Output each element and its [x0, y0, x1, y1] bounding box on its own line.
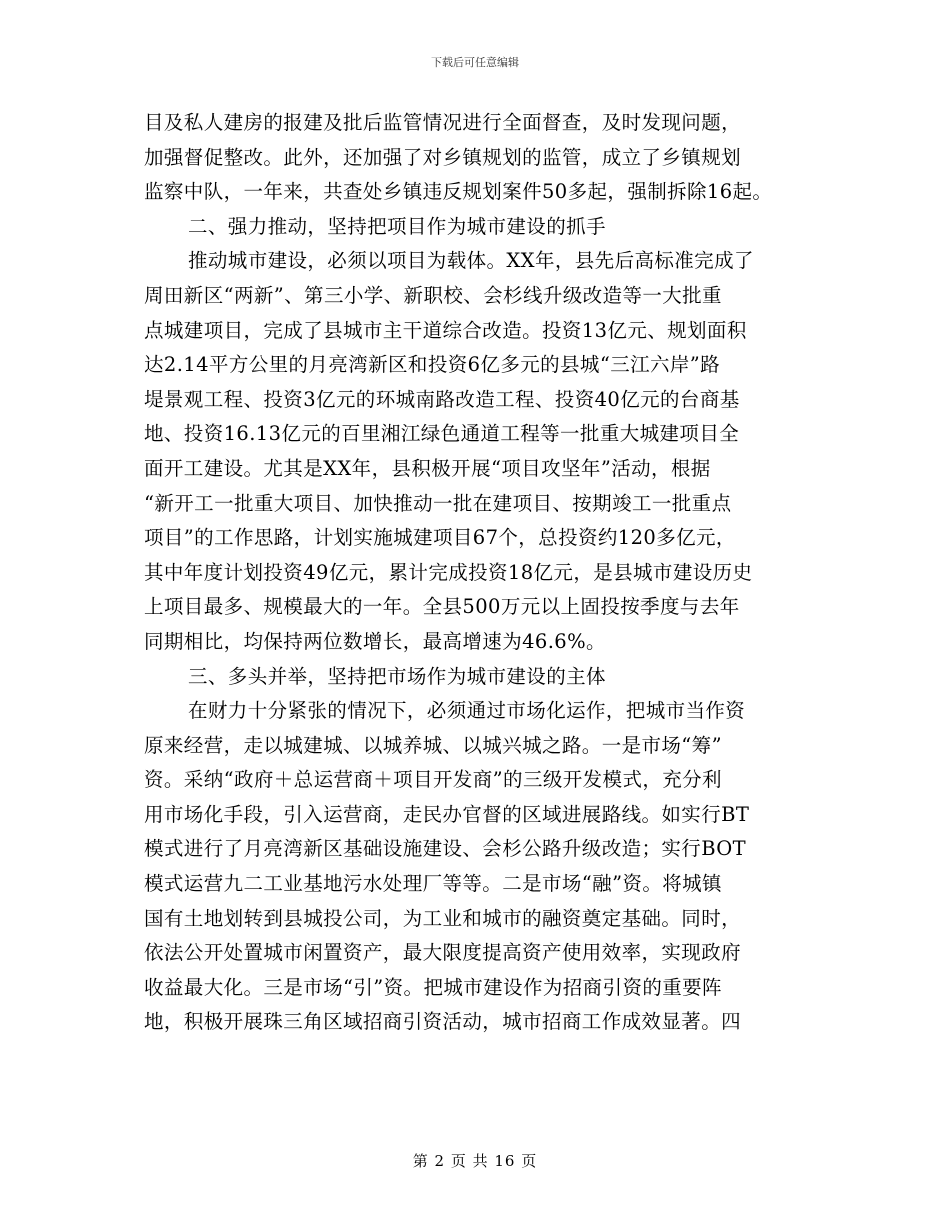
- text-line: 地、投资16.13亿元的百里湘江绿色通道工程等一批重大城建项目全: [144, 422, 740, 446]
- text-line: 加强督促整改。此外，还加强了对乡镇规划的监管，成立了乡镇规划: [144, 145, 742, 169]
- text-line: 在财力十分紧张的情况下，必须通过市场化运作，把城市当作资: [188, 699, 746, 723]
- text-line: 收益最大化。三是市场“引”资。把城市建设作为招商引资的重要阵: [144, 975, 722, 999]
- text-line: 项目”的工作思路，计划实施城建项目67个，总投资约120多亿元，: [144, 526, 736, 550]
- document-body: [144, 106, 834, 1040]
- text-line: 地，积极开展珠三角区域招商引资活动，城市招商工作成效显著。四: [144, 1010, 742, 1034]
- text-line: 周田新区“两新”、第三小学、新职校、会杉线升级改造等一大批重: [144, 283, 722, 307]
- page-header: 下载后可任意编辑: [431, 56, 519, 69]
- text-line: “新开工一批重大项目、加快推动一批在建项目、按期竣工一批重点: [144, 491, 732, 515]
- text-line: 同期相比，均保持两位数增长，最高增速为46.6%。: [144, 629, 606, 653]
- text-line: 面开工建设。尤其是XX年，县积极开展“项目攻坚年”活动，根据: [144, 456, 711, 480]
- text-line: 模式运营九二工业基地污水处理厂等等。二是市场“融”资。将城镇: [144, 872, 722, 896]
- text-line: 国有土地划转到县城投公司，为工业和城市的融资奠定基础。同时，: [144, 906, 742, 930]
- page-footer: 第 2 页 共 16 页: [412, 1152, 538, 1170]
- text-line: 达2.14平方公里的月亮湾新区和投资6亿多元的县城“三江六岸”路: [144, 353, 721, 377]
- text-line: 其中年度计划投资49亿元，累计完成投资18亿元，是县城市建设历史: [144, 560, 753, 584]
- text-line: 监察中队，一年来，共查处乡镇违反规划案件50多起，强制拆除16起。: [144, 180, 773, 204]
- text-line: 目及私人建房的报建及批后监管情况进行全面督查，及时发现问题，: [144, 111, 742, 134]
- text-line: 点城建项目，完成了县城市主干道综合改造。投资13亿元、规划面积: [144, 318, 747, 342]
- section-heading: 三、多头并举，坚持把市场作为城市建设的主体: [188, 664, 606, 688]
- text-line: 资。采纳“政府＋总运营商＋项目开发商”的三级开发模式，充分利: [144, 768, 722, 792]
- text-line: 依法公开处置城市闲置资产，最大限度提高资产使用效率，实现政府: [144, 941, 742, 965]
- text-line: 推动城市建设，必须以项目为载体。XX年，县先后高标准完成了: [188, 249, 754, 273]
- section-heading: 二、强力推动，坚持把项目作为城市建设的抓手: [188, 214, 606, 238]
- text-line: 堤景观工程、投资3亿元的环城南路改造工程、投资40亿元的台商基: [144, 387, 740, 411]
- text-line: 模式进行了月亮湾新区基础设施建设、会杉公路升级改造；实行BOT: [144, 837, 747, 861]
- text-line: 上项目最多、规模最大的一年。全县500万元以上固投按季度与去年: [144, 595, 740, 619]
- text-line: 原来经营，走以城建城、以城养城、以城兴城之路。一是市场“筹”: [144, 733, 722, 757]
- text-line: 用市场化手段，引入运营商，走民办官督的区域进展路线。如实行BT: [144, 802, 750, 826]
